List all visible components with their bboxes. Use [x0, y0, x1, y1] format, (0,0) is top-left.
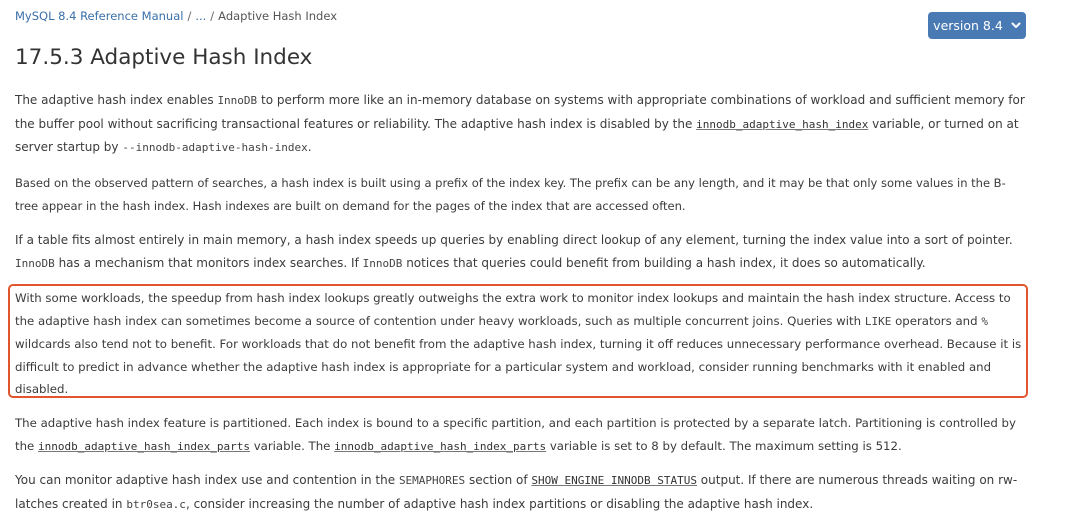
breadcrumb: [15, 9, 337, 23]
code-literal: InnoDB: [362, 256, 403, 270]
paragraph-intro: The adaptive hash index enables InnoDB to perform more like an in-memory database on systems with appropriate combinations of workload and sufficient memory for the buffer pool without sacrificing transactional features or reliability. The adaptive hash index is disabled by the innodb_adaptive_hash_index variable, or turned on at server startup by --innodb-adaptive-hash-index.: [15, 93, 1025, 154]
variable-link-innodb-adaptive-hash-index-parts[interactable]: innodb_adaptive_hash_index_parts: [334, 439, 547, 453]
variable-link-innodb-adaptive-hash-index[interactable]: innodb_adaptive_hash_index: [696, 117, 869, 131]
code-literal: --innodb-adaptive-hash-index: [122, 141, 308, 154]
version-label: version 8.4: [933, 18, 1003, 33]
code-literal: LIKE: [864, 314, 892, 328]
breadcrumb-ellipsis-link[interactable]: ...: [195, 9, 207, 23]
breadcrumb-current: Adaptive Hash Index: [218, 9, 338, 23]
statement-link-show-engine-innodb-status[interactable]: SHOW ENGINE INNODB STATUS: [531, 474, 697, 487]
breadcrumb-separator: /: [210, 9, 215, 23]
paragraph-partitioned: The adaptive hash index feature is partitioned. Each index is bound to a specific partition, and each partition is protected by a separate latch. Partitioning is controlled by the innodb_adaptive_hash_index_parts variable. The innodb_adaptive_hash_index_parts variable is set to 8 by default. The maximum setting is 512.: [15, 416, 1016, 453]
code-literal: btr0sea.c: [126, 497, 186, 511]
paragraph-main-memory: If a table fits almost entirely in main memory, a hash index speeds up queries by enabling direct lookup of any element, turning the index value into a sort of pointer. InnoDB has a mechanism that monitors index searches. If InnoDB notices that queries could benefit from building a hash index, it does so automatically.: [15, 233, 1013, 270]
code-literal: InnoDB: [15, 256, 55, 270]
paragraph-prefix: Based on the observed pattern of searches, a hash index is built using a prefix of the index key. The prefix can be any length, and it may be that only some values in the B- tree appear in the hash index. Hash indexes are built on demand for the pages of the index that are accessed often.: [15, 176, 1006, 213]
chevron-down-icon: [1011, 22, 1021, 29]
code-literal: InnoDB: [217, 94, 258, 107]
paragraph-workloads-highlighted: With some workloads, the speedup from hash index lookups greatly outweighs the extra work to monitor index lookups and maintain the hash index structure. Access to the adaptive hash index can sometimes become a source of contention under heavy workloads, such as multiple concurrent joins. Queries with LIKE operators and % wildcards also tend not to benefit. For workloads that do not benefit from the adaptive hash index, turning it off reduces unnecessary performance overhead. Because it is difficult to predict in advance whether the adaptive hash index is appropriate for a particular system and workload, consider running benchmarks with it enabled and disabled.: [15, 291, 1022, 396]
code-literal: %: [981, 314, 988, 328]
breadcrumb-separator: /: [187, 9, 192, 23]
code-literal: SEMAPHORES: [398, 474, 466, 487]
paragraph-monitoring: You can monitor adaptive hash index use and contention in the SEMAPHORES section of SHOW ENGINE INNODB STATUS output. If there are numerous threads waiting on rw- latches created in btr0sea.c, consider increasing the number of adaptive hash index partitions or disabling the adaptive hash index.: [15, 473, 1018, 511]
variable-link-innodb-adaptive-hash-index-parts[interactable]: innodb_adaptive_hash_index_parts: [38, 439, 250, 453]
version-selector-button[interactable]: [928, 12, 1026, 39]
page-title: 17.5.3 Adaptive Hash Index: [15, 45, 313, 70]
breadcrumb-root-link[interactable]: MySQL 8.4 Reference Manual: [15, 9, 184, 23]
